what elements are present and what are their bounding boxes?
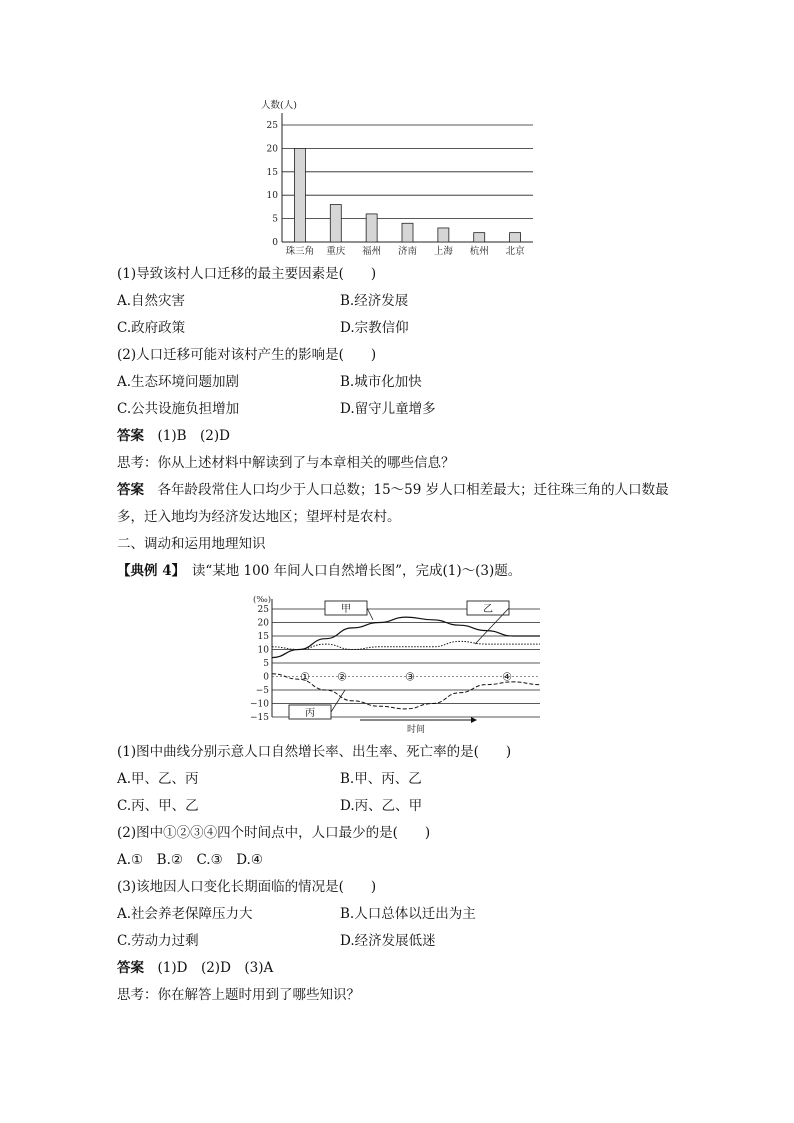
y-tick-label: 15 [266,167,278,178]
bar-济南 [402,223,413,242]
answer-1 [117,427,230,445]
x-category-label: 福州 [362,246,382,257]
bar-北京 [510,233,521,242]
q3-option-c: C.丙、甲、乙 [117,798,199,814]
time-arrow-head [471,717,477,723]
bar-杭州 [474,233,485,242]
example-text: 读“某地 100 年间人口自然增长图”，完成(1)～(3)题。 [178,563,522,579]
time-point-marker: ④ [502,670,512,684]
think-2: 思考：你在解答上题时用到了哪些知识？ [117,987,360,1003]
y-tick-label: 25 [266,121,278,131]
question-1-stem: (1)导致该村人口迁移的最主要因素是( ) [117,266,377,282]
q5-option-a: A.社会养老保障压力大 [117,906,253,922]
example-4 [117,562,521,580]
answer-2 [117,481,669,499]
bar-福州 [366,214,377,242]
q1-option-a: A.自然灾害 [117,293,186,309]
bar-重庆 [330,205,341,242]
y-tick-label: 0 [272,238,278,248]
x-category-label: 北京 [505,246,525,257]
x-category-label: 上海 [433,246,453,257]
answer-text: (1)D (2)D (3)A [144,960,274,976]
natural-growth-line-chart [245,593,550,735]
time-point-marker: ③ [405,670,415,684]
answer-3 [117,959,273,977]
y-tick-label: 15 [257,632,269,642]
x-axis-label: 时间 [407,725,426,735]
y-tick-label: 20 [266,144,278,155]
y-tick-label: 0 [263,672,269,683]
y-axis-unit: (‰) [253,595,272,605]
q5-option-b: B.人口总体以迁出为主 [340,906,476,922]
q5-option-c: C.劳动力过剩 [117,933,199,949]
x-category-label: 济南 [397,246,418,257]
section-heading: 二、调动和运用地理知识 [117,536,266,552]
think-1: 思考：你从上述材料中解读到了与本章相关的哪些信息？ [117,455,455,471]
x-category-label: 珠三角 [285,246,315,257]
migration-bar-chart [255,92,545,260]
series-name-label: 丙 [305,708,315,719]
series-line-乙 [272,641,540,649]
y-tick-label: 10 [266,191,278,202]
answer-label: 答案 [117,482,144,498]
y-tick-label: −10 [250,699,269,710]
q1-option-c: C.政府政策 [117,320,186,336]
q4-options: A.① B.② C.③ D.④ [117,852,263,868]
q2-option-b: B.城市化加快 [340,374,422,390]
callout-leader [367,608,373,620]
q1-option-d: D.宗教信仰 [340,320,409,336]
q3-option-d: D.丙、乙、甲 [340,798,423,814]
answer-text-line-1: 各年龄段常住人口均少于人口总数；15～59 岁人口相差最大；迁往珠三角的人口数最 [144,482,669,498]
series-name-label: 甲 [341,604,351,615]
q1-option-b: B.经济发展 [340,293,409,309]
answer-text: (1)B (2)D [144,428,230,444]
question-5-stem: (3)该地因人口变化长期面临的情况是( ) [117,879,377,895]
answer-2-line-2: 多，迁入地均为经济发达地区；望坪村是农村。 [117,509,401,525]
q3-option-a: A.甲、乙、丙 [117,771,199,787]
bar-珠三角 [294,148,305,242]
series-name-label: 乙 [483,604,493,615]
q2-option-a: A.生态环境问题加剧 [117,374,240,390]
y-axis-label: 人数(人) [261,100,297,111]
y-tick-label: −5 [255,686,269,696]
question-2-stem: (2)人口迁移可能对该村产生的影响是( ) [117,347,377,363]
question-4-stem: (2)图中①②③④四个时间点中，人口最少的是( ) [117,825,431,841]
y-tick-label: 5 [263,659,269,669]
y-tick-label: 5 [272,214,278,225]
time-point-marker: ② [337,670,347,684]
q3-option-b: B.甲、丙、乙 [340,771,422,787]
q5-option-d: D.经济发展低迷 [340,933,436,949]
x-category-label: 重庆 [326,246,346,257]
example-tag: 【典例 4】 [117,563,179,579]
question-3-stem: (1)图中曲线分别示意人口自然增长率、出生率、死亡率的是( ) [117,744,512,760]
bar-上海 [438,228,449,242]
y-tick-label: 25 [257,605,269,615]
y-tick-label: −15 [250,713,269,723]
answer-label: 答案 [117,428,144,444]
answer-label: 答案 [117,960,144,976]
q2-option-c: C.公共设施负担增加 [117,401,240,417]
q2-option-d: D.留守儿童增多 [340,401,436,417]
time-point-marker: ① [300,670,310,684]
series-line-甲 [272,617,540,658]
callout-leader [331,690,345,712]
x-category-label: 杭州 [469,246,489,257]
y-tick-label: 10 [257,645,269,656]
y-tick-label: 20 [257,618,269,629]
